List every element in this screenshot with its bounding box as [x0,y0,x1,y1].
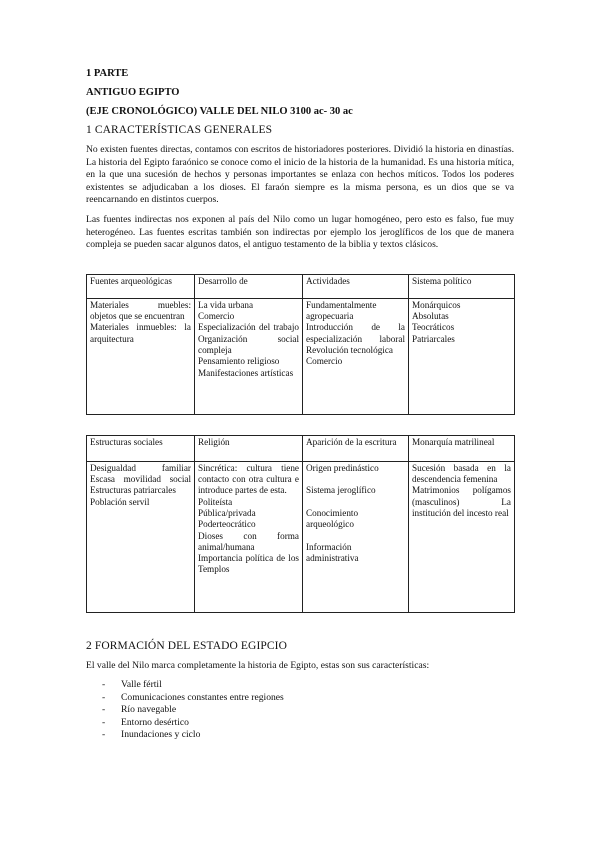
cell-line [306,497,405,508]
table-row [87,298,515,414]
list-item [86,692,514,704]
characteristics-list [86,679,514,741]
table-header-row [87,274,515,298]
cell-line: Especialización del trabajo Organización social compleja [198,322,299,355]
table-cell [303,298,409,414]
cell-line: Información administrativa [306,541,359,564]
cell-line: Pensamiento religioso [198,356,280,367]
document-title: ANTIGUO EGIPTO [86,87,180,98]
document-subtitle: (EJE CRONOLÓGICO) VALLE DEL NILO 3100 ac- 30 ac [86,106,353,117]
table-cell [303,461,409,612]
table-header-row [87,435,515,461]
table-cell [87,461,195,612]
table-cell [409,461,515,612]
cell-line: Origen predinástico [306,462,379,473]
cell-line: Matrimonios polígamos (masculinos) La institución del incesto real [412,485,511,518]
cell-line: Manifestaciones artísticas [198,367,294,378]
table-header-cell: Aparición de la escritura [303,435,409,461]
list-item-text: Río navegable [121,704,177,716]
list-item-text: Inundaciones y ciclo [121,728,201,740]
cell-line: Comercio [198,311,235,322]
cell-line: Patriarcales [412,333,455,344]
cell-line: Monárquicos [412,299,461,310]
cell-line: Materiales inmuebles: la arquitectura [90,322,191,344]
table-cell [195,298,303,414]
table-header-cell: Fuentes arqueológicas [87,274,195,298]
paragraph: Las fuentes indirectas nos exponen al país del Nilo como un lugar homogéneo, pero esto es falso, fue muy heterogéneo. Las fuentes escritas también son indirectas por ejemplo los jeroglíficos de los que de manera compleja se pueden sacar algunos datos, el antiguo testamento de la biblia y textos clásicos. [86,213,514,251]
table-header-cell: Actividades [303,274,409,298]
cell-line: Sistema jeroglífico [306,485,376,496]
table-cell [87,298,195,414]
table-row [87,461,515,612]
cell-line: Desigualdad familiar Escasa movilidad social Estructuras patriarcales [90,462,191,496]
society-table [86,435,515,613]
cell-line: Población servil [90,496,150,507]
section-1-title: 1 CARACTERÍSTICAS GENERALES [86,124,273,136]
cell-line [306,474,405,485]
list-item-text: Valle fértil [121,679,162,691]
list-item [86,729,514,741]
cell-line: Politeísta [198,496,233,507]
table-cell [195,461,303,612]
list-marker: - [102,716,106,728]
cell-line: Teocráticos [412,322,455,333]
cell-line: Comercio [306,356,343,367]
cell-line: Absolutas [412,311,449,322]
cell-line: Poderteocrático [198,519,256,530]
cell-line: Importancia política de los Templos [198,553,299,575]
table-header-cell: Sistema político [409,274,515,298]
cell-line [306,531,405,542]
cell-line: Introducción de la especialización laboral Revolución tecnológica [306,322,405,355]
cell-line: Pública/privada [198,507,256,518]
cell-line: Dioses con forma animal/humana [198,530,299,552]
cell-line: Materiales muebles: objetos que se encuentran [90,299,191,322]
table-header-cell: Religión [195,435,303,461]
cell-line: Fundamentalmente agropecuaria [306,299,377,322]
document-page [86,66,514,741]
characteristics-table [86,274,515,415]
list-item-text: Entorno desértico [121,716,189,728]
table-header-cell: Monarquía matrilineal [409,435,515,461]
list-item [86,717,514,729]
list-item-text: Comunicaciones constantes entre regiones [121,691,284,703]
paragraph: No existen fuentes directas, contamos con escritos de historiadores posteriores. Dividió la historia en dinastías. La historia del Egipto faraónico se conoce como el inicio de la historia de la humanidad. Es una historia mítica, en la que una sucesión de hechos y personas importantes se enlaza con hechos míticos. Todos los poderes existentes se adjudicaban a los dioses. El faraón siempre es la misma persona, es un dios que se va reencarnando en distintos cuerpos. [86,144,514,206]
table-cell [409,298,515,414]
table-header-cell: Desarrollo de [195,274,303,298]
list-item [86,679,514,691]
list-marker: - [102,679,106,691]
part-heading: 1 PARTE [86,68,129,79]
cell-line: La vida urbana [198,299,254,310]
table-header-cell: Estructuras sociales [87,435,195,461]
section-2-title: 2 FORMACIÓN DEL ESTADO EGIPCIO [86,639,287,652]
list-marker: - [102,704,106,716]
list-marker: - [102,691,106,703]
paragraph: El valle del Nilo marca completamente la historia de Egipto, estas son sus características: [86,659,430,671]
list-item [86,704,514,716]
cell-line: Sucesión basada en la descendencia femenina [412,462,511,485]
cell-line: Sincrética: cultura tiene contacto con otra cultura e introduce partes de esta. [198,462,299,496]
cell-line: Conocimiento arqueológico [306,507,359,530]
list-marker: - [102,728,106,740]
